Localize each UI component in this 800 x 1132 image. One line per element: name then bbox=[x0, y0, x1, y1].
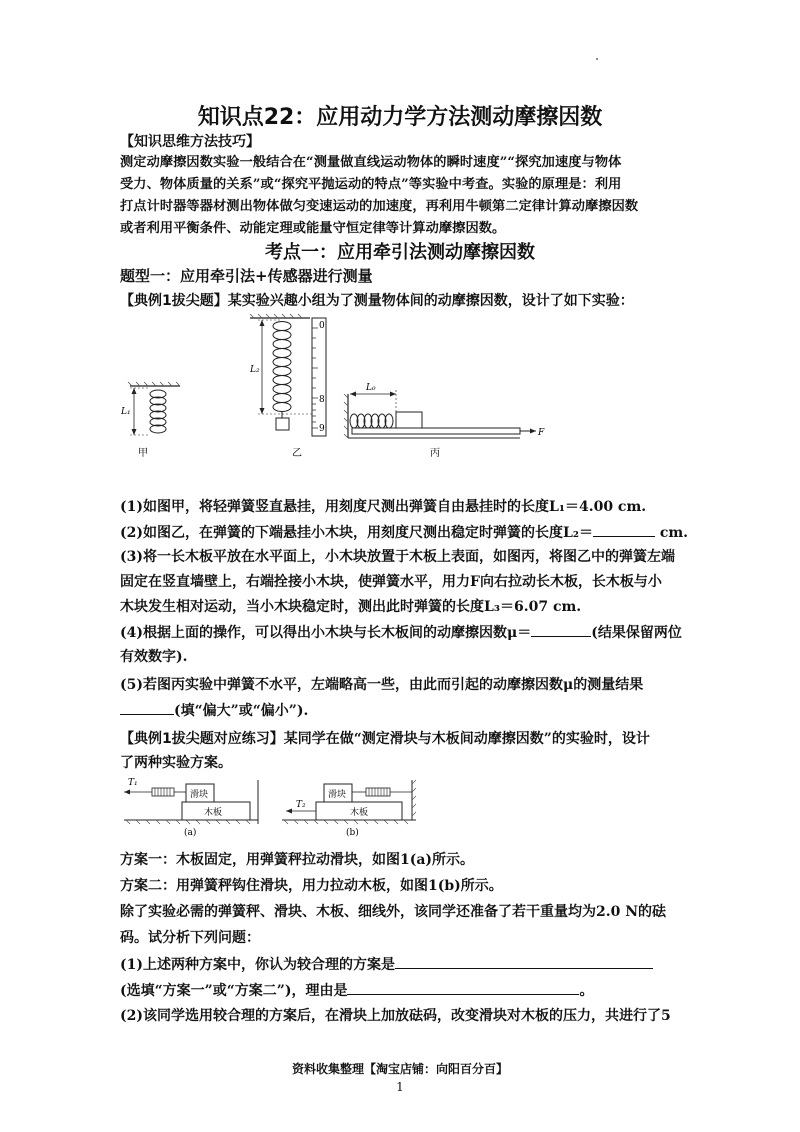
label-T2: T₂ bbox=[296, 800, 306, 810]
question-5-line-1: (5)若图丙实验中弹簧不水平，左端略高一些，由此而引起的动摩擦因数μ的测量结果 bbox=[120, 677, 644, 693]
example1-text: 某实验兴趣小组为了测量物体间的动摩擦因数，设计了如下实验： bbox=[227, 293, 634, 309]
label-T1: T₁ bbox=[128, 778, 138, 788]
label-F: F bbox=[538, 428, 545, 438]
extra-line-2: 码。试分析下列问题： bbox=[120, 930, 260, 946]
example1-intro bbox=[120, 291, 692, 311]
question-4 bbox=[120, 622, 690, 643]
plan-2: 方案二：用弹簧秤钩住滑块，用力拉动木板，如图1(b)所示。 bbox=[120, 878, 503, 894]
scan-dot bbox=[596, 58, 598, 60]
part-2-line-1: (2)该同学选用较合理的方案后，在滑块上加放砝码，改变滑块对木板的压力，共进行了5 bbox=[120, 1008, 671, 1024]
label-L0: L₀ bbox=[366, 383, 376, 393]
example2-label: 【典例1拔尖题对应练习】 bbox=[120, 731, 284, 747]
intro-line-3: 打点计时器等器材测出物体做匀变速运动的加速度，再利用牛顿第二定律计算动摩擦因数 bbox=[120, 199, 639, 214]
example2-text-1: 某同学在做“测定滑块与木板间动摩擦因数”的实验时，设计 bbox=[283, 731, 650, 747]
question-1: (1)如图甲，将轻弹簧竖直悬挂，用刻度尺测出弹簧自由悬挂时的长度L₁＝4.00 cm. bbox=[120, 499, 647, 515]
intro-line-2: 受力、物体质量的关系”或“探究平抛运动的特点”等实验中考查。实验的原理是：利用 bbox=[120, 177, 622, 192]
caption-a: (a) bbox=[184, 828, 197, 838]
section-label: 【知识思维方法技巧】 bbox=[120, 134, 260, 150]
label-block-b: 滑块 bbox=[328, 790, 347, 800]
page-title: 知识点22：应用动力学方法测动摩擦因数 bbox=[197, 105, 603, 130]
ruler-0: 0 bbox=[319, 321, 325, 331]
answer-blank-mu bbox=[531, 622, 591, 637]
ruler-9: 9 bbox=[319, 424, 325, 434]
part-1-line-2 bbox=[120, 980, 690, 1001]
intro-line-1: 测定动摩擦因数实验一般结合在“测量做直线运动物体的瞬时速度”“探究加速度与物体 bbox=[120, 155, 622, 170]
part-1-line-1 bbox=[120, 954, 690, 975]
example2-line-1 bbox=[120, 729, 690, 749]
ruler-8: 8 bbox=[319, 395, 325, 405]
label-jia: 甲 bbox=[138, 448, 148, 459]
question-3-line-3: 木块发生相对运动，当小木块稳定时，测出此时弹簧的长度L₃＝6.07 cm. bbox=[120, 599, 582, 615]
label-yi: 乙 bbox=[292, 448, 302, 459]
figure-bing bbox=[344, 383, 545, 459]
question-5-text: (填“偏大”或“偏小”). bbox=[174, 703, 309, 719]
question-4-note: (结果保留两位 bbox=[591, 625, 682, 641]
question-2 bbox=[120, 522, 690, 543]
label-board-a: 木板 bbox=[204, 808, 223, 818]
label-board-b: 木板 bbox=[350, 808, 369, 818]
question-2-text: (2)如图乙，在弹簧的下端悬挂小木块，用刻度尺测出稳定时弹簧的长度L₂＝ bbox=[120, 525, 593, 541]
type-title: 题型一：应用牵引法+传感器进行测量 bbox=[120, 267, 373, 285]
figure-a bbox=[124, 778, 258, 838]
figure-slider-plans bbox=[120, 772, 420, 840]
label-bing: 丙 bbox=[430, 448, 440, 459]
question-5-line-2 bbox=[120, 700, 690, 721]
example2-line-2: 了两种实验方案。 bbox=[120, 755, 232, 771]
label-L2: L₂ bbox=[250, 365, 260, 375]
subtitle: 考点一：应用牵引法测动摩擦因数 bbox=[265, 242, 535, 263]
question-4-cont: 有效数字). bbox=[120, 649, 188, 665]
label-L1: L₁ bbox=[121, 407, 131, 417]
figure-b bbox=[282, 780, 416, 838]
extra-line-1: 除了实验必需的弹簧秤、滑块、木板、细线外，该同学还准备了若干重量均为2.0 N的砝 bbox=[120, 904, 667, 920]
question-4-text: (4)根据上面的操作，可以得出小木块与长木板间的动摩擦因数μ＝ bbox=[120, 625, 532, 641]
page-number: 1 bbox=[396, 1080, 404, 1094]
label-block-a: 滑块 bbox=[190, 790, 209, 800]
answer-blank-reason bbox=[347, 980, 579, 995]
figure-yi bbox=[249, 314, 326, 459]
example1-label: 【典例1拔尖题】 bbox=[120, 293, 228, 309]
intro-line-4: 或者利用平衡条件、动能定理或能量守恒定律等计算动摩擦因数。 bbox=[120, 221, 506, 236]
part-1-period: 。 bbox=[579, 983, 594, 999]
question-3-line-1: (3)将一长木板平放在水平面上，小木块放置于木板上表面，如图丙，将图乙中的弹簧左端 bbox=[120, 549, 675, 565]
plan-1: 方案一：木板固定，用弹簧秤拉动滑块，如图1(a)所示。 bbox=[120, 852, 475, 868]
caption-b: (b) bbox=[346, 828, 359, 838]
figure-jia bbox=[120, 382, 180, 459]
figure-spring-setups bbox=[120, 310, 560, 460]
answer-blank-L2 bbox=[593, 522, 655, 537]
answer-blank-bias bbox=[120, 700, 174, 715]
question-2-unit: cm. bbox=[659, 525, 689, 541]
page-footer: 资料收集整理【淘宝店铺：向阳百分百】 bbox=[291, 1062, 508, 1076]
part-1-reason-text: (选填“方案一”或“方案二”)，理由是 bbox=[120, 983, 348, 999]
part-1-text: (1)上述两种方案中，你认为较合理的方案是 bbox=[120, 957, 395, 973]
answer-blank-plan bbox=[395, 954, 653, 969]
question-3-line-2: 固定在竖直墙壁上，右端拴接小木块，使弹簧水平，用力F向右拉动长木板，长木板与小 bbox=[120, 574, 662, 590]
